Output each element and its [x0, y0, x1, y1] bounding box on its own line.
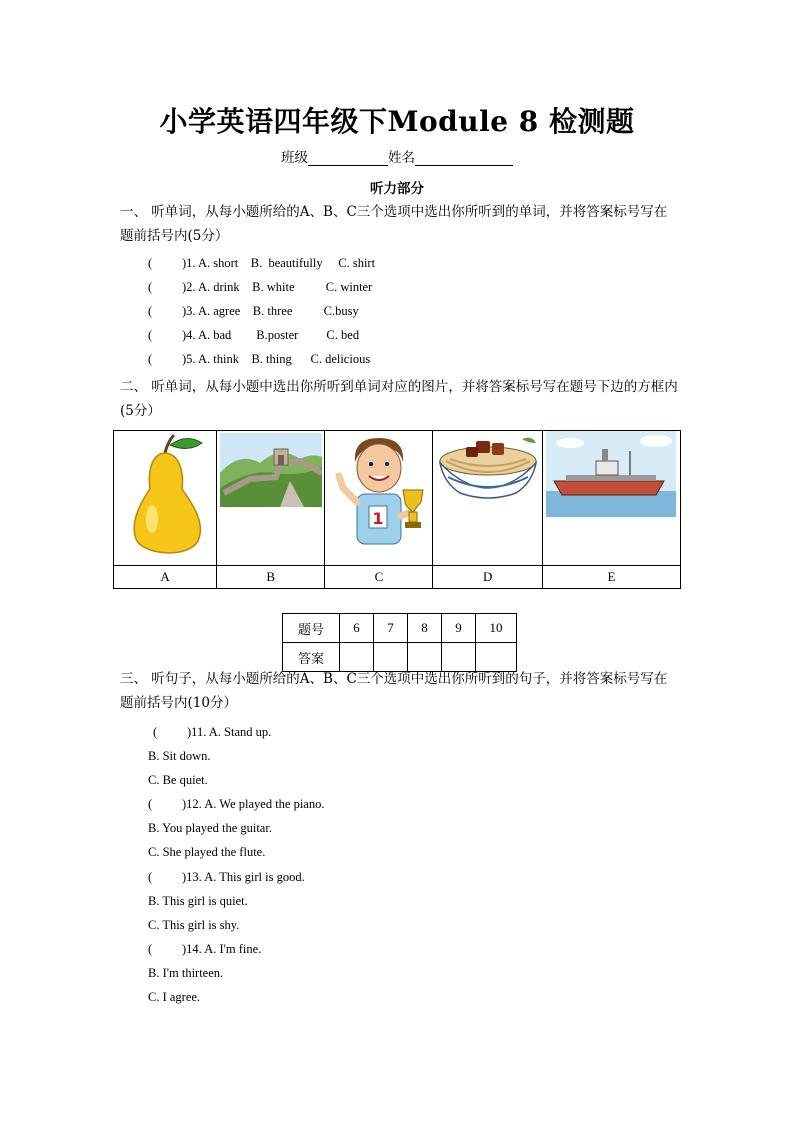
- class-label: 班级: [281, 150, 308, 166]
- question-number: 10: [476, 614, 517, 643]
- answer-paren[interactable]: (: [148, 280, 153, 294]
- question-item: [148, 328, 359, 343]
- sentence-text: B. You played the guitar.: [148, 821, 272, 835]
- sentence-text: )13. A. This girl is good.: [182, 870, 305, 884]
- page-title: 小学英语四年级下Module 8 检测题: [159, 105, 635, 138]
- answer-table-header: 题号: [283, 614, 340, 643]
- part2-instruction: 二、 听单词，从每小题中选出你所听到单词对应的图片，并将答案标号写在题号下边的方框内(5分）: [120, 379, 678, 419]
- class-name-line: [0, 146, 794, 166]
- picture-label: E: [542, 566, 680, 589]
- sentence-line: [148, 966, 223, 981]
- part3-instruction: 三、 听句子，从每小题所给的A、B、C三个选项中选出你所听到的句子，并将答案标号写在题前括号内(10分）: [120, 671, 668, 711]
- name-blank[interactable]: [415, 151, 513, 166]
- question-text: )5. A. think B. thing C. delicious: [182, 352, 371, 366]
- sentence-line: [148, 894, 248, 909]
- sentence-text: B. I'm thirteen.: [148, 966, 224, 980]
- answer-paren[interactable]: (: [148, 328, 153, 342]
- sentence-line: [148, 845, 265, 860]
- sentence-text: B. This girl is quiet.: [148, 894, 248, 908]
- question-number: 6: [340, 614, 374, 643]
- sentence-text: B. Sit down.: [148, 749, 211, 763]
- sentence-text: C. Be quiet.: [148, 773, 208, 787]
- picture-label: C: [325, 566, 433, 589]
- part1-instruction: 一、 听单词，从每小题所给的A、B、C三个选项中选出你所听到的单词，并将答案标号写在题前括号内(5分）: [120, 204, 668, 244]
- picture-table: [113, 430, 681, 589]
- answer-paren[interactable]: (: [148, 256, 153, 270]
- noodles-icon: [436, 433, 540, 503]
- answer-table: [282, 613, 517, 672]
- question-item: [148, 352, 370, 367]
- sentence-line: [148, 821, 272, 836]
- name-label: 姓名: [388, 150, 415, 166]
- sentence-text: )11. A. Stand up.: [187, 725, 272, 739]
- ship-icon: [546, 431, 676, 517]
- question-text: )1. A. short B. beautifully C. shirt: [182, 256, 376, 270]
- picture-cell-b: [217, 431, 325, 566]
- sentence-line: [148, 990, 200, 1005]
- question-text: )4. A. bad B.poster C. bed: [182, 328, 360, 342]
- great-wall-icon: [220, 433, 322, 507]
- section-tag-listening: 听力部分: [370, 181, 424, 197]
- answer-paren[interactable]: (: [148, 870, 153, 884]
- picture-label: B: [217, 566, 325, 589]
- question-text: )2. A. drink B. white C. winter: [182, 280, 373, 294]
- question-number: 9: [442, 614, 476, 643]
- picture-label: A: [114, 566, 217, 589]
- sentence-text: C. This girl is shy.: [148, 918, 240, 932]
- boy-with-trophy-icon: [329, 432, 429, 560]
- picture-cell-a: [114, 431, 217, 566]
- sentence-text: )14. A. I'm fine.: [182, 942, 262, 956]
- picture-cell-d: [433, 431, 542, 566]
- question-text: )3. A. agree B. three C.busy: [182, 304, 359, 318]
- svg-text:1: 1: [372, 509, 384, 528]
- answer-paren[interactable]: (: [148, 797, 153, 811]
- sentence-text: )12. A. We played the piano.: [182, 797, 325, 811]
- sentence-line: [148, 942, 261, 957]
- sentence-line: [153, 725, 271, 740]
- answer-paren[interactable]: (: [148, 304, 153, 318]
- answer-table-header: 答案: [283, 643, 340, 672]
- answer-paren[interactable]: (: [153, 725, 158, 739]
- answer-paren[interactable]: (: [148, 942, 153, 956]
- sentence-line: [148, 918, 239, 933]
- sentence-line: [148, 749, 211, 764]
- question-number: 8: [408, 614, 442, 643]
- picture-label: D: [433, 566, 542, 589]
- sentence-line: [148, 797, 324, 812]
- class-blank[interactable]: [308, 151, 388, 166]
- sentence-text: C. She played the flute.: [148, 845, 266, 859]
- sentence-text: C. I agree.: [148, 990, 201, 1004]
- picture-cell-e: [542, 431, 680, 566]
- question-number: 7: [374, 614, 408, 643]
- question-item: [148, 280, 372, 295]
- question-item: [148, 256, 375, 271]
- sentence-line: [148, 773, 208, 788]
- pear-icon: [118, 431, 213, 561]
- question-item: [148, 304, 359, 319]
- picture-cell-c: [325, 431, 433, 566]
- sentence-line: [148, 870, 305, 885]
- answer-paren[interactable]: (: [148, 352, 153, 366]
